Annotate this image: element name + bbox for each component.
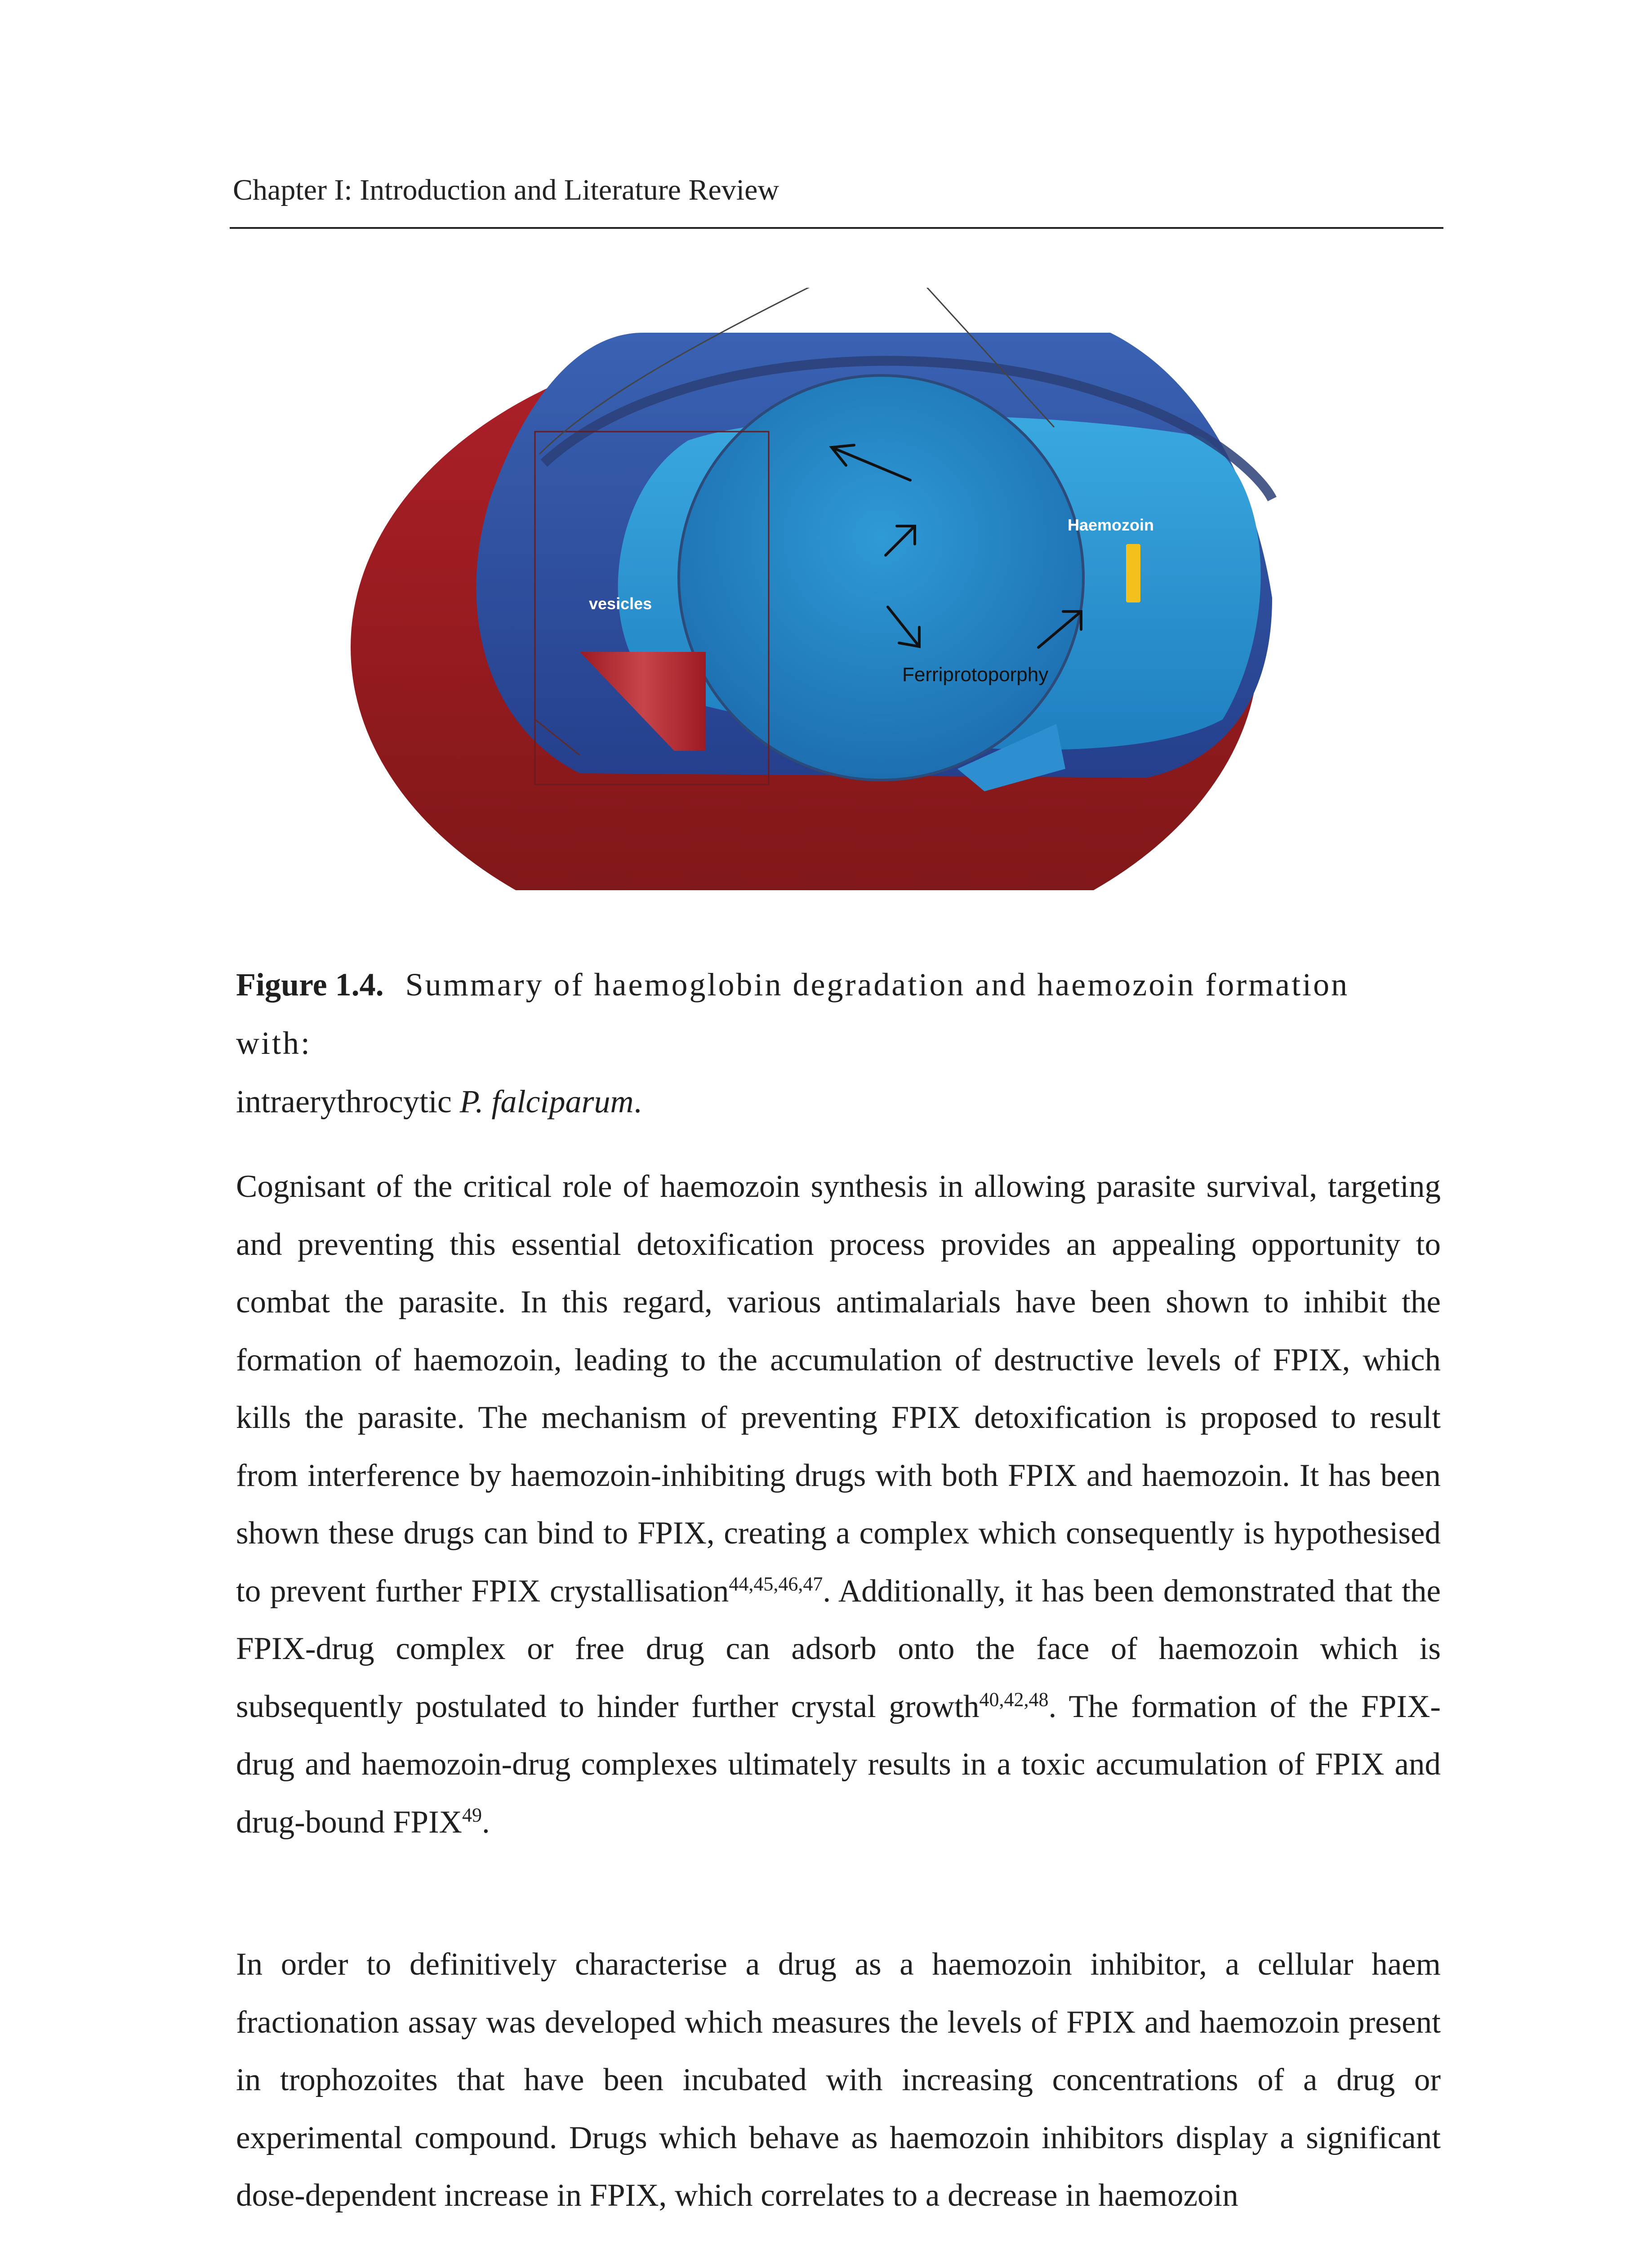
caption-line-2 xyxy=(236,1072,1427,1131)
caption-suffix: . xyxy=(633,1084,642,1120)
running-header: Chapter I: Introduction and Literature Review xyxy=(233,174,779,206)
paragraph-1-text-c: . The formation of the FPIX-drug and haemozoin-drug complexes ultimately results in a toxic accumulation of FPIX and drug-bound FPIX xyxy=(236,1689,1441,1840)
figure-label: Figure 1.4. xyxy=(236,967,384,1003)
paragraph-1-text-d: . xyxy=(481,1804,490,1840)
paragraph-1-text-b: . Additionally, it has been demonstrated that the FPIX-drug complex or free drug can adsorb onto the face of haemozoin which is subsequently postulated to hinder further crystal growth xyxy=(236,1573,1441,1724)
haemozoin-crystal xyxy=(1126,544,1140,602)
caption-line-1 xyxy=(236,955,1427,1072)
citation-ref-2: 40,42,48 xyxy=(979,1688,1049,1710)
figure-caption xyxy=(236,955,1427,1131)
magnified-vacuole-circle xyxy=(679,375,1083,780)
label-ferriprotoporphy: Ferriprotoporphy xyxy=(902,664,1049,686)
figure-1-4 xyxy=(346,247,1277,890)
label-haemozoin: Haemozoin xyxy=(1068,516,1154,534)
citation-ref-1: 44,45,46,47 xyxy=(729,1572,823,1595)
header-rule xyxy=(230,227,1443,229)
body-paragraph-2: In order to definitively characterise a drug as a haemozoin inhibitor, a cellular haem fractionation assay was developed which measures the levels of FPIX and haemozoin present in trophozoites that have been incubated with increasing concentrations of a drug or experimental compound. Drugs which behave as haemozoin inhibitors display a significant dose-dependent increase in FPIX, which correlates to a decrease in haemozoin xyxy=(236,1947,1441,2213)
paragraph-1-text-a: Cognisant of the critical role of haemozoin synthesis in allowing parasite survival, targeting and preventing this essential detoxification process provides an appealing opportunity to combat the parasite. In this regard, various antimalarials have been shown to inhibit the formation of haemozoin, leading to the accumulation of destructive levels of FPIX, which kills the parasite. The mechanism of preventing FPIX detoxification is proposed to result from interference by haemozoin-inhibiting drugs with both FPIX and haemozoin. It has been shown these drugs can bind to FPIX, creating a complex which consequently is hypothesised to prevent further FPIX crystallisation xyxy=(236,1169,1441,1609)
caption-prefix: intraerythrocytic xyxy=(236,1084,460,1120)
body-paragraph-1 xyxy=(236,1158,1441,1851)
label-vesicles: vesicles xyxy=(589,594,652,613)
citation-ref-3: 49 xyxy=(462,1803,482,1826)
caption-text-1: Summary of haemoglobin degradation and haemozoin formation with: xyxy=(236,967,1349,1061)
species-name: P. falciparum xyxy=(459,1084,634,1120)
